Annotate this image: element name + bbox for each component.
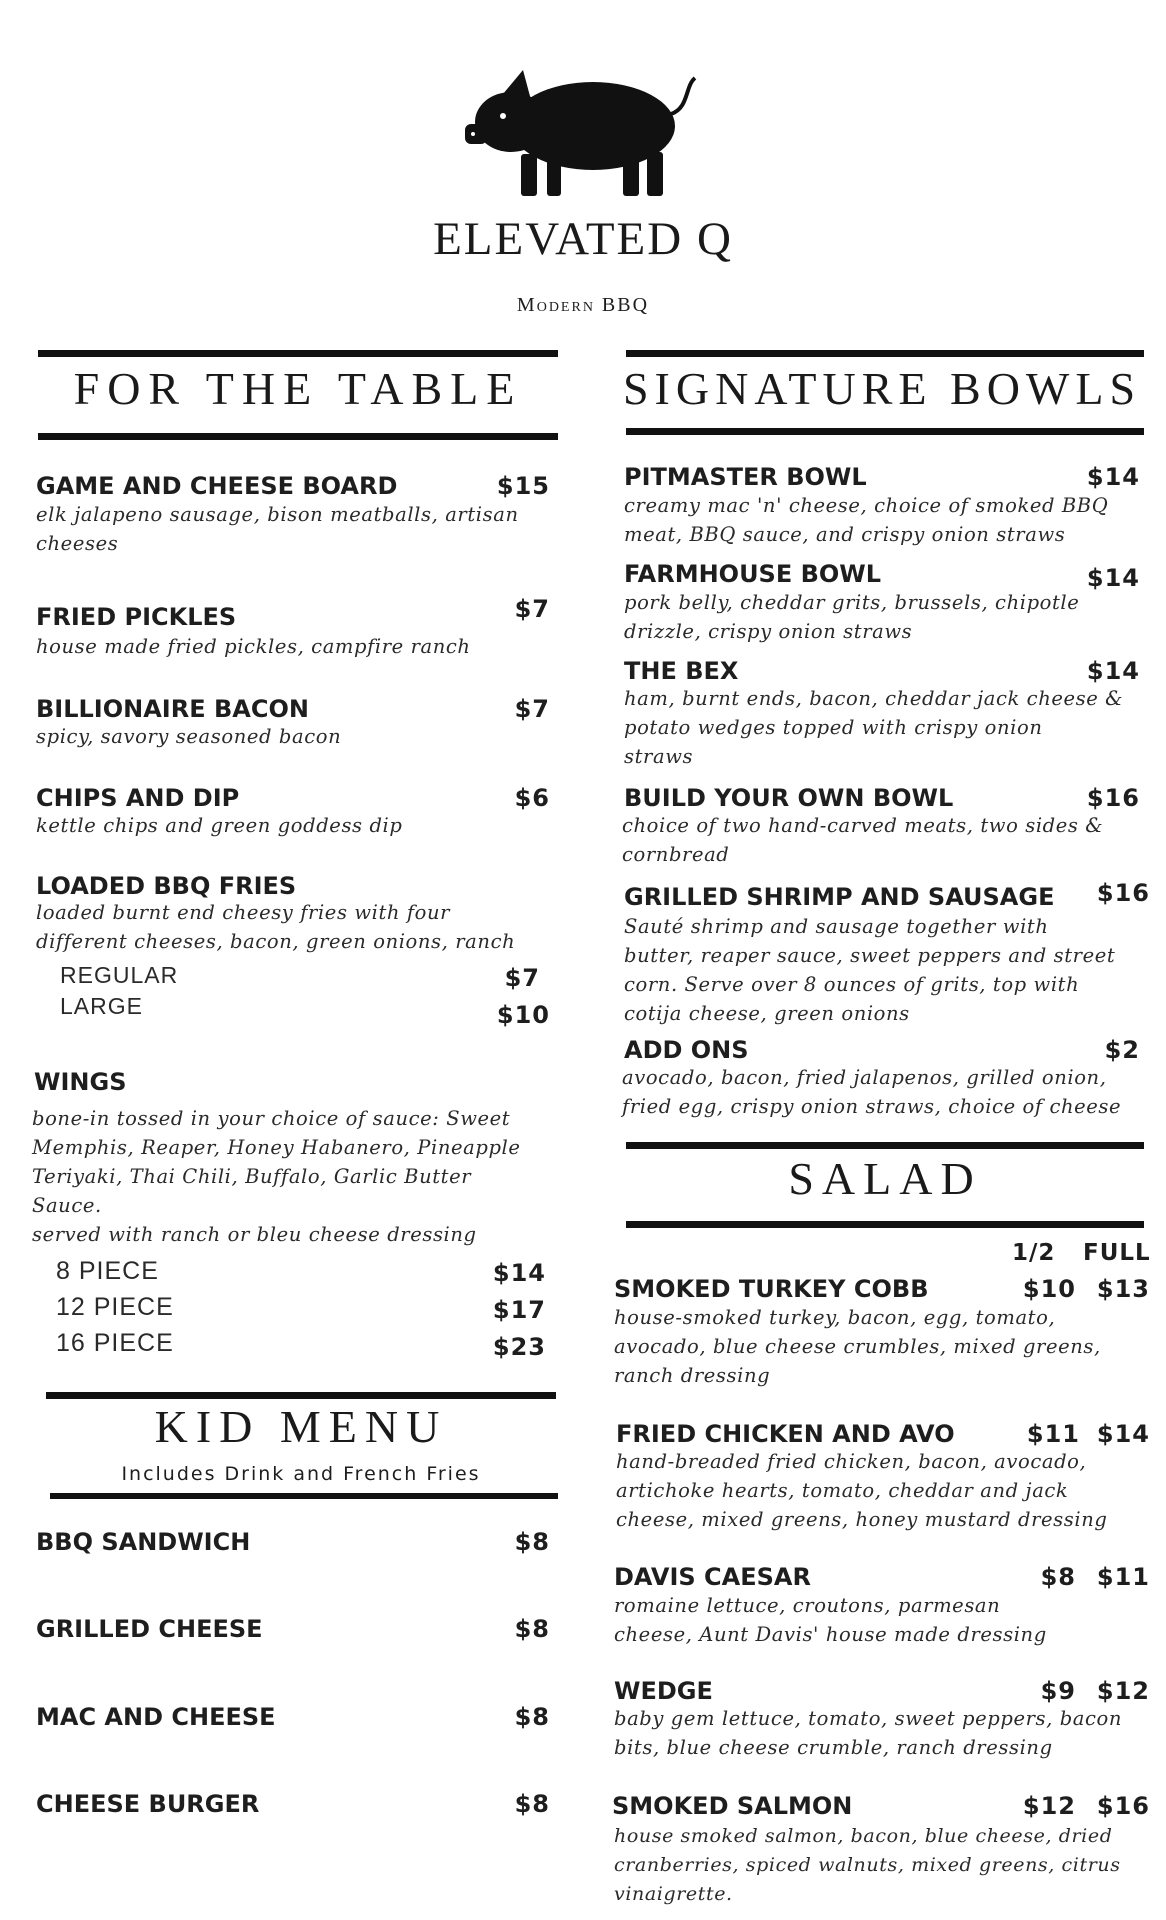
option-label: 12 PIECE <box>56 1293 174 1321</box>
menu-item-description: elk jalapeno sausage, bison meatballs, artisan cheeses <box>36 503 519 555</box>
menu-item-name: BUILD YOUR OWN BOWL <box>624 784 954 812</box>
salad-full-price: $13 <box>1096 1275 1150 1303</box>
menu-item-price: $2 <box>1104 1036 1140 1064</box>
menu-item-name: FRIED CHICKEN AND AVO <box>616 1420 955 1448</box>
menu-item-price: $14 <box>1086 463 1140 491</box>
brand-name: ELEVATED Q <box>433 213 733 265</box>
menu-item-description: creamy mac 'n' cheese, choice of smoked BBQ meat, BBQ sauce, and crispy onion straws <box>624 494 1109 546</box>
menu-item-description: romaine lettuce, croutons, parmesan cheese, Aunt Davis' house made dressing <box>614 1594 1047 1646</box>
menu-item-name: THE BEX <box>624 657 739 685</box>
menu-item-name: PITMASTER BOWL <box>624 463 867 491</box>
salad-half-price: $11 <box>1026 1420 1080 1448</box>
divider <box>46 1392 556 1399</box>
section-heading-for-the-table: FOR THE TABLE <box>73 363 523 414</box>
menu-item-price: $8 <box>514 1528 550 1556</box>
menu-item-name: LOADED BBQ FRIES <box>36 872 297 900</box>
brand-tagline: Modern BBQ <box>516 294 650 316</box>
menu-item-description: bone-in tossed in your choice of sauce: Sweet Memphis, Reaper, Honey Habanero, Pineapple Teriyaki, Thai Chili, Buffalo, Garlic Butter Sauce. served with ranch or bleu cheese dressing <box>32 1107 521 1246</box>
menu-item-price: $14 <box>1086 657 1140 685</box>
menu-item-description: house-smoked turkey, bacon, egg, tomato, avocado, blue cheese crumbles, mixed greens, ranch dressing <box>614 1306 1101 1387</box>
divider <box>50 1493 558 1499</box>
menu-item-name: FRIED PICKLES <box>36 603 237 631</box>
option-price: $23 <box>492 1333 546 1361</box>
divider <box>626 1142 1144 1149</box>
menu-item-description: Sauté shrimp and sausage together with butter, reaper sauce, sweet peppers and street corn. Serve over 8 ounces of grits, top with cotija cheese, green onions <box>624 915 1116 1025</box>
pig-icon <box>463 64 703 204</box>
menu-item-description: avocado, bacon, fried jalapenos, grilled onion, fried egg, crispy onion straws, choice of cheese <box>622 1066 1122 1118</box>
option-price: $7 <box>504 964 540 992</box>
option-price: $17 <box>492 1296 546 1324</box>
menu-item-price: $16 <box>1096 879 1150 907</box>
section-heading-signature-bowls: SIGNATURE BOWLS <box>622 363 1142 414</box>
divider <box>38 433 558 440</box>
menu-item-name: SMOKED TURKEY COBB <box>614 1275 929 1303</box>
menu-item-name: FARMHOUSE BOWL <box>624 560 882 588</box>
menu-item-name: BILLIONAIRE BACON <box>36 695 309 723</box>
menu-item-description: hand-breaded fried chicken, bacon, avocado, artichoke hearts, tomato, cheddar and jack cheese, mixed greens, honey mustard dressing <box>616 1450 1108 1531</box>
menu-item-price: $6 <box>514 784 550 812</box>
salad-half-price: $10 <box>1022 1275 1076 1303</box>
menu-item-name: ADD ONS <box>624 1036 749 1064</box>
kid-menu-subheading: Includes Drink and French Fries <box>121 1463 481 1485</box>
menu-item-name: CHEESE BURGER <box>36 1790 260 1818</box>
salad-half-price: $9 <box>1040 1677 1076 1705</box>
menu-item-name: DAVIS CAESAR <box>614 1563 811 1591</box>
menu-item-name: BBQ SANDWICH <box>36 1528 251 1556</box>
option-label: 16 PIECE <box>56 1329 174 1357</box>
menu-item-description: choice of two hand-carved meats, two sides & cornbread <box>622 814 1104 866</box>
menu-item-price: $7 <box>514 595 550 623</box>
menu-item-name: GRILLED SHRIMP AND SAUSAGE <box>624 883 1055 911</box>
menu-item-description: house smoked salmon, bacon, blue cheese, dried cranberries, spiced walnuts, mixed greens, citrus vinaigrette. <box>614 1825 1121 1905</box>
salad-full-price: $16 <box>1096 1792 1150 1820</box>
section-heading-kid-menu: KID MENU <box>154 1401 448 1452</box>
menu-item-description: spicy, savory seasoned bacon <box>36 725 342 748</box>
logo <box>0 64 1166 208</box>
salad-column-full: FULL <box>1083 1240 1151 1266</box>
menu-item-description: ham, burnt ends, bacon, cheddar jack cheese & potato wedges topped with crispy onion straws <box>624 687 1124 768</box>
option-price: $14 <box>492 1259 546 1287</box>
option-price: $10 <box>496 1001 550 1029</box>
menu-item-price: $7 <box>514 695 550 723</box>
menu-item-price: $8 <box>514 1615 550 1643</box>
menu-item-name: WINGS <box>34 1068 127 1096</box>
divider <box>38 350 558 357</box>
menu-item-name: SMOKED SALMON <box>612 1792 853 1820</box>
menu-item-description: loaded burnt end cheesy fries with four different cheeses, bacon, green onions, ranch <box>36 901 516 953</box>
salad-half-price: $12 <box>1022 1792 1076 1820</box>
menu-item-name: WEDGE <box>614 1677 713 1705</box>
section-heading-salad: SALAD <box>788 1153 982 1204</box>
salad-full-price: $14 <box>1096 1420 1150 1448</box>
salad-full-price: $11 <box>1096 1563 1150 1591</box>
menu-item-price: $8 <box>514 1703 550 1731</box>
menu-item-description: house made fried pickles, campfire ranch <box>36 635 471 658</box>
option-label: LARGE <box>60 993 143 1019</box>
menu-item-description: kettle chips and green goddess dip <box>36 814 403 837</box>
menu-item-name: MAC AND CHEESE <box>36 1703 276 1731</box>
menu-item-name: CHIPS AND DIP <box>36 784 240 812</box>
menu-item-description: pork belly, cheddar grits, brussels, chipotle drizzle, crispy onion straws <box>624 591 1080 643</box>
menu-item-price: $8 <box>514 1790 550 1818</box>
menu-item-name: GAME AND CHEESE BOARD <box>36 472 398 500</box>
salad-half-price: $8 <box>1040 1563 1076 1591</box>
menu-item-price: $14 <box>1086 564 1140 592</box>
divider <box>626 350 1144 357</box>
menu-item-name: GRILLED CHEESE <box>36 1615 263 1643</box>
divider <box>626 428 1144 435</box>
option-label: 8 PIECE <box>56 1257 159 1285</box>
salad-column-half: 1/2 <box>1012 1240 1056 1266</box>
divider <box>626 1221 1144 1228</box>
menu-item-price: $16 <box>1086 784 1140 812</box>
option-label: REGULAR <box>60 962 179 988</box>
menu-item-price: $15 <box>496 472 550 500</box>
menu-item-description: baby gem lettuce, tomato, sweet peppers, bacon bits, blue cheese crumble, ranch dressing <box>614 1707 1123 1759</box>
salad-full-price: $12 <box>1096 1677 1150 1705</box>
